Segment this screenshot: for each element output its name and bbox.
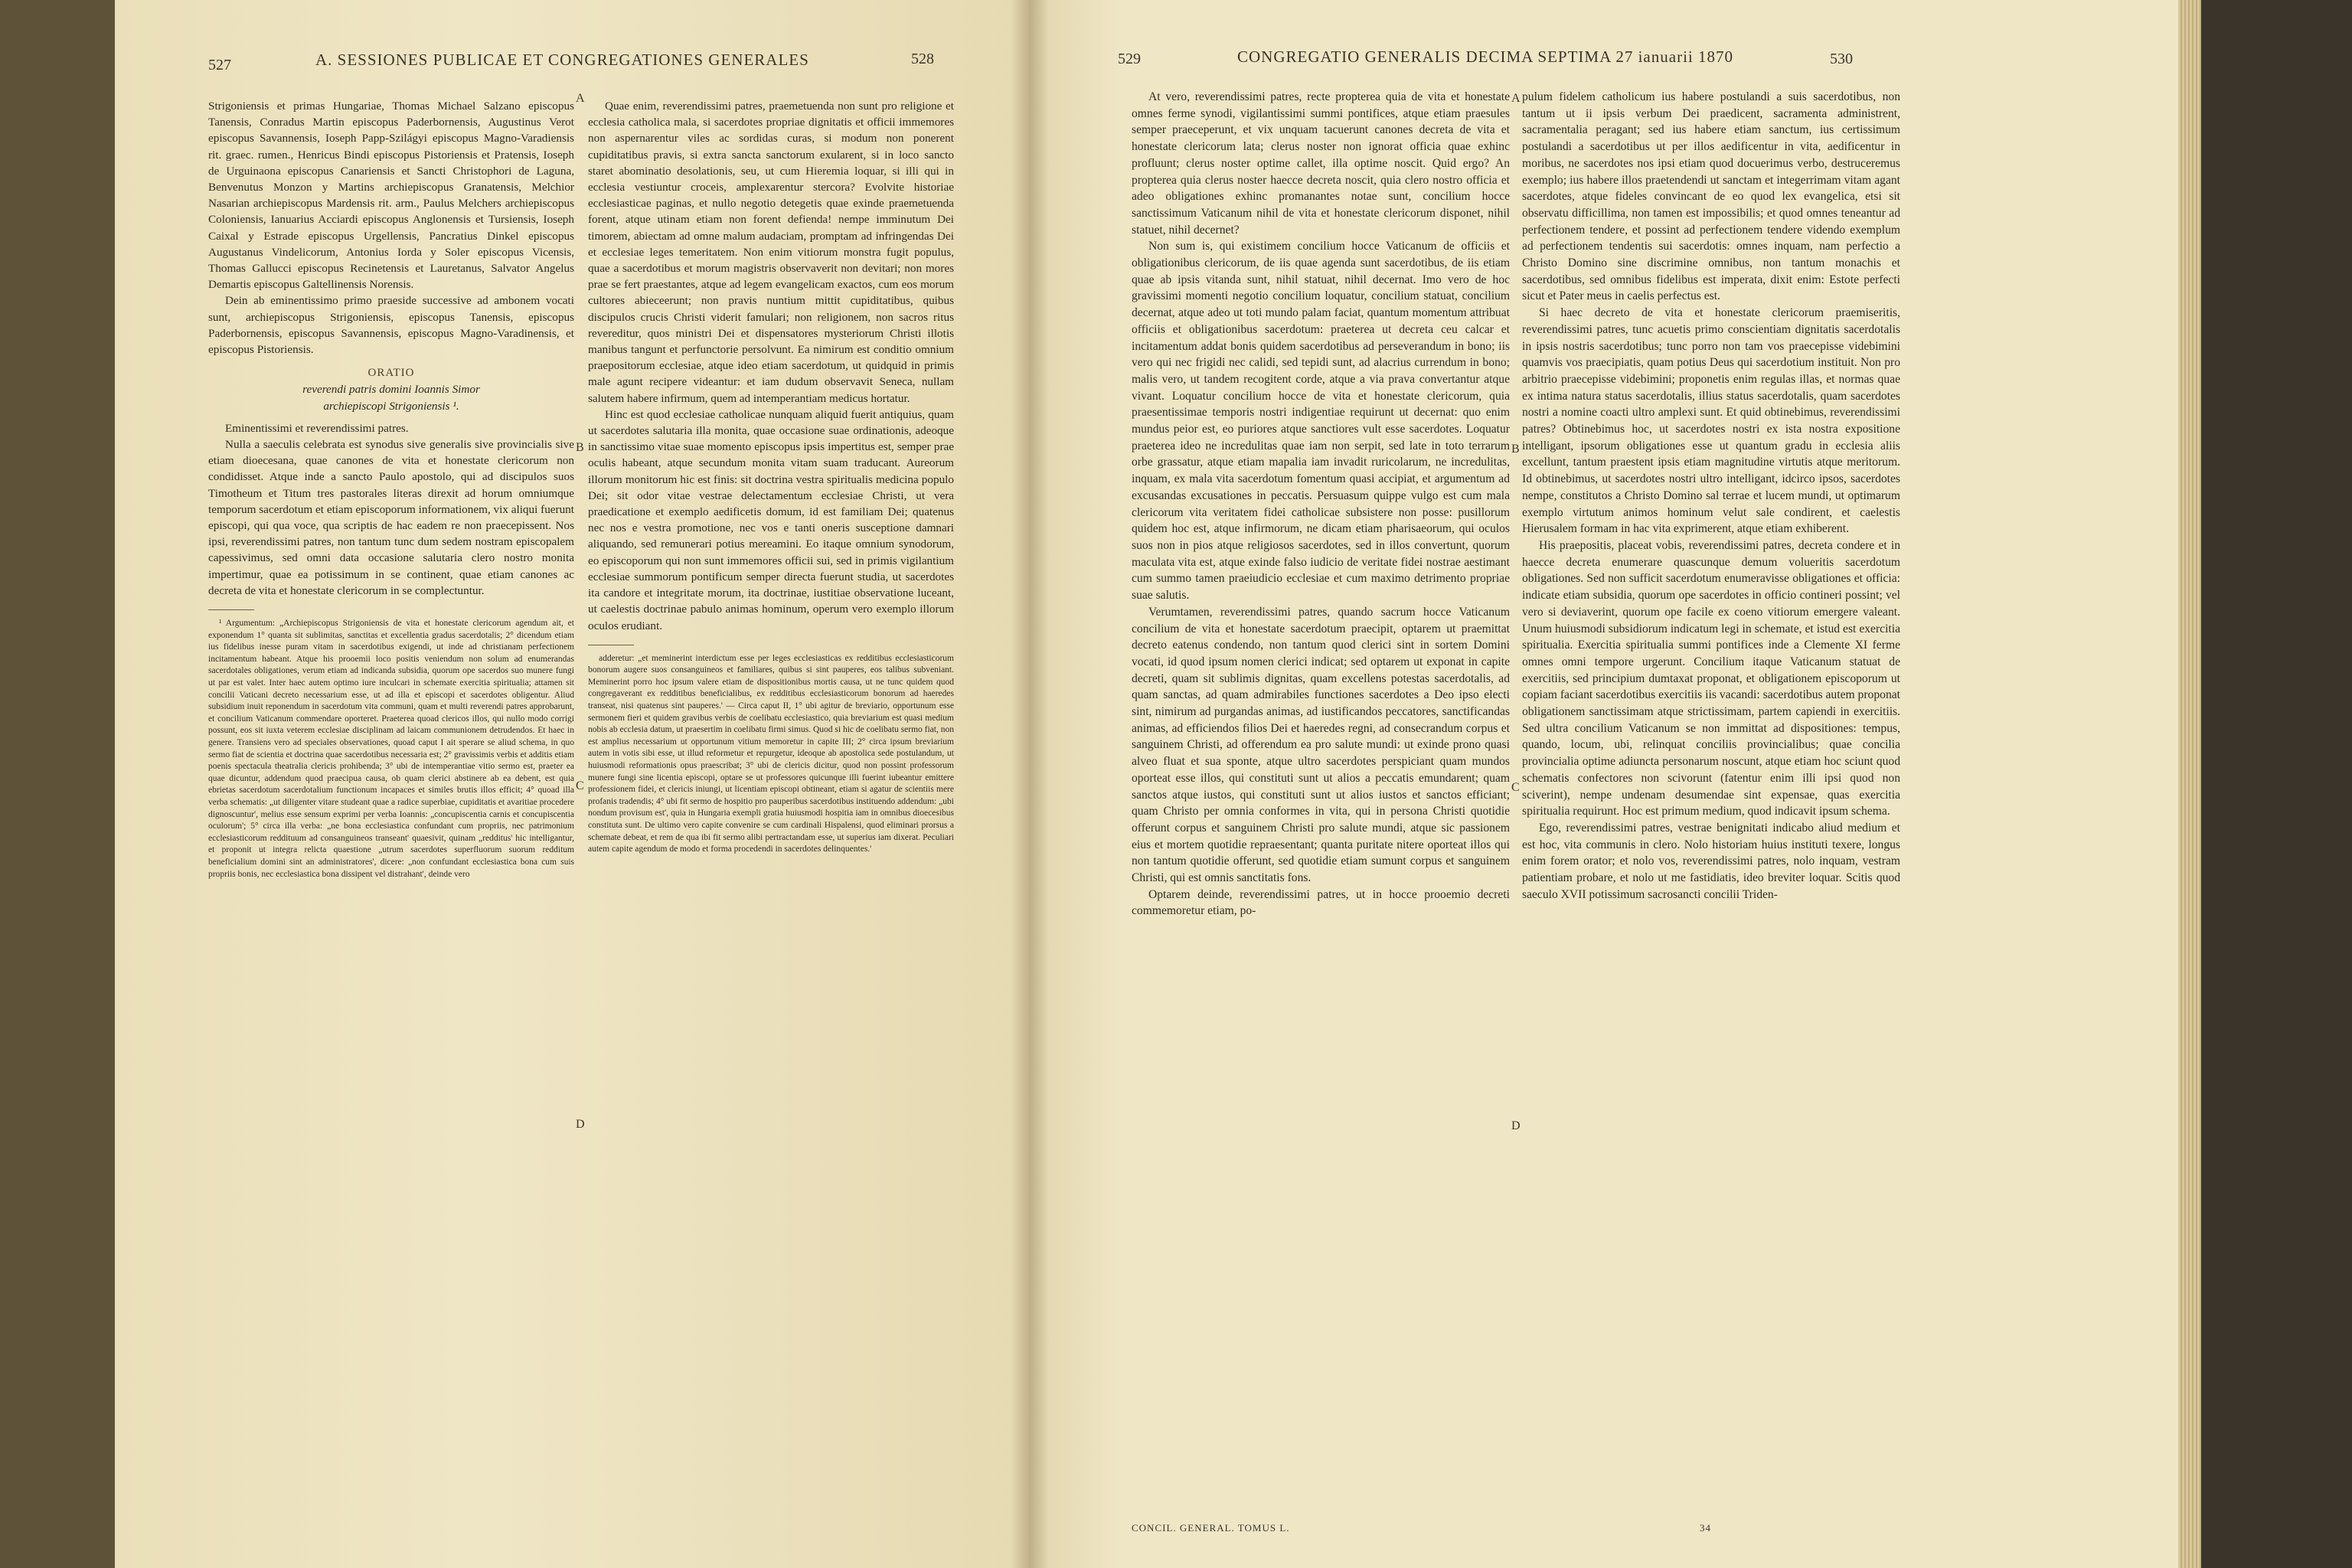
running-header-left: A. SESSIONES PUBLICAE ET CONGREGATIONES GENERALES (315, 51, 809, 69)
section-marker-d: D (576, 1118, 585, 1131)
background-dark (2201, 0, 2352, 1568)
running-header-right: CONGREGATIO GENERALIS DECIMA SEPTIMA 27 ianuarii 1870 (1237, 47, 1733, 66)
section-marker-c: C (576, 779, 584, 792)
footnote-text: ¹ Argumentum: „Archiepiscopus Strigoniensis de vita et honestate clericorum agendum ait, et exponendum 1° quanta sit sublimitas, sanctitas et excellentia gradus sacerdotalis; 2° dicendum etiam ius fidelibus inesse puram vitam in sacerdotibus exigendi, ut inde ad christianam perfectionem incitamentum habeant. Atque his prooemii loco positis veniendum non solum ad enumerandas sacerdotales obligationes, verum etiam ad indicanda subsidia, quorum ope sacerdos suo munere fungi ut par est valet. Inter haec autem optimo iure inculcari in schemate exercitia spiritualia; attamen sit concilii Vaticani decreto necessarium esse, ut ad illa et episcopi et sacerdotes obligentur. Aliud subsidium inuit reponendum in sacerdotum vita communi, quam et multi reverendi patres approbarunt, et concilium Vaticanum commendare oporteret. Praeterea quoad clericos illos, qui nullo modo corrigi possunt, eos sit iuxta veterem ecclesiae disciplinam ad laicam communionem detrudendos. Et haec in genere. Transiens vero ad speciales observationes, quoad caput I ait sperare se aliud schema, in quo sermo fiat de scientia et doctrina quae sacerdotibus necessaria est; 2° gravissimis verbis et additis etiam poenis spectacula theatralia clericis prohibenda; 3° ubi de intemperantiae vitio sermo est, praeter ea quae dicuntur, addendum quod praecipua causa, ob quam clerici abstinere ab ea debent, est quia ebrietas sacerdotum sacerdotalium functionum incapaces et similes brutis illos efficit; 4° quoad illa verba schematis: „ut diligenter vitare studeant quae a radice superbiae, cupiditatis et avaritiae procedere dignoscuntur', melius esse sensum exprimi per verba Ioannis: „concupiscentia carnis et concupiscentia oculorum'; 5° circa illa verba: „ne bona ecclesiastica confundant cum propriis, nec patrimonium ecclesiasticorum reddituum ad consanguineos transeant' quaesivit, quinam „redditus' hic intelligantur, et proponit ut integra relicta quaestione „utrum sacerdotes superfluorum suorum redditum beneficialium domini sint an administratores', dicere: „non confundant ecclesiastica bona cum suis propriis bonis, nec ecclesiastica bona dissipent vel distrahant', deinde vero (208, 619, 574, 879)
section-marker-b: B (576, 441, 584, 454)
section-marker-d: D (1511, 1119, 1521, 1132)
book-cover-left (0, 0, 115, 1568)
left-column-2 (588, 98, 954, 856)
oratio-paragraph-3: Hinc est quod ecclesiae catholicae nunquam aliquid fuerit antiquius, quam ut sacerdotes salutaria illa monita, quae occasione suae ordinationis, adeoque in sanctissimo vitae suae momento episcopus ipsis impertitus est, semper prae oculis habeant, atque secundum monita vitam suam traducant. Aureorum illorum monitorum hic est finis: sit doctrina vestra spiritualis medicina populo Dei; sit odor vitae vestrae delectamentum ecclesiae Christi, ut vera praedicatione et exemplo aedificetis domum, id est familiam Dei; quatenus nec nos e vestra promotione, nec vos e tanti oneris susceptione damnari aliquando, sed remunerari potius mereamini. Eo itaque omnium synodorum, eo episcoporum qui non sunt immemores officii sui, sed in primis vigilantium ecclesiae summorum pontificum semper directa fuerunt studia, ut sacerdotes ita candore et integritate morum, ita doctrinae, iustitiae observatione luceant, ut caelestis doctrinae pabulo animas hominum, operum vero exemplo illorum oculos erudiant. (588, 407, 954, 632)
speech-paragraph-5: Non sum is, qui existimem concilium hocce Vaticanum de officiis et obligationibus clericorum, de iis quae agenda sunt sacerdotibus, de iis etiam quae ab ipsis vitanda sunt, nihil statuat, nihil decernat. Imo vero de hoc gravissimi momenti negotio concilium loquatur, concilium statuat, concilium decernat, atque adeo ut toti mundo palam faciat, quantum momentum attribuat officiis et obligationibus sacerdotum: praeterea ut decreta ceu calcar et incitamentum addat bonis quidem sacerdotibus ad perseverandum in bono; iis vero qui nec frigidi nec calidi, sed tepidi sunt, ad alacrius currendum in bono; malis vero, ut tandem recogitent corde, atque a via prava convertantur atque vivant. Loquatur concilium hocce de vita et honestate clericorum, quia praesentissimae temporis nostri indigentiae requirunt ut decernat: quo enim mundus peior est, eo puriores atque sanctiores vult esse sacerdotes. Loquatur praeterea ideo ne incredulitas quae iam non serpit, sed late in toto terrarum orbe grassatur, atque etiam mapalia iam invadit ruricolarum, ne incredulitas, inquam, ex mala vita sacerdotum fomentum quasi accipiat, et argumentum ad excusandas excusationes in peccatis. Persuasum quippe vulgo est cum mala clericorum vita veritatem fidei catholicae subsistere non posse: pusillorum quidem hoc est, atque infirmorum, ne dicam etiam pharisaeorum, qui oculos suos non in pios atque religiosos sacerdotes, sed in illos convertunt, quorum maculata vita est, atque exinde falso iudicio de veritate fidei nostrae aestimant cum summo tamen praeiudicio ecclesiae et cum maximo detrimento propriae suae salutis. (1132, 240, 1510, 603)
speech-paragraph-4: At vero, reverendissimi patres, recte propterea quia de vita et honestate omnes ferme synodi, vigilantissimi summi pontifices, atque etiam praesules semper praeceperunt, et vix unquam tacuerunt canones decreta de vita et honestate clericorum lata; clerus noster non ignorat officia quae exhinc profluunt; clerus noster optime callet, illa optime noscit. Quid ergo? An propterea quia clerus noster haecce decreta noscit, quia clero nostro officia et adeo obligationes exhinc promanantes notae sunt, concilium hocce sanctissimum Vaticanum nihil de vita et honestate clericorum disponet, nihil statuet, nihil decernet? (1132, 90, 1510, 237)
footnote-left-col2 (588, 653, 954, 856)
section-marker-a: A (576, 92, 585, 105)
attendance-paragraph: Strigoniensis et primas Hungariae, Thomas Michael Salzano episcopus Tanensis, Conradus Martin episcopus Paderbornensis, Augustinus Verot episcopus Savannensis, Ioseph Papp-Szilágyi episcopus Magno-Varadiensis rit. graec. rumen., Henricus Bindi episcopus Pistoriensis et Pratensis, Ioseph de Urguinaona episcopus Canariensis et Sancti Christophori de Laguna, Benvenutus Monzon y Martins archiepiscopus Granatensis, Melchior Nasarian archiepiscopus Mardensis rit. arm., Paulus Melchers archiepiscopus Coloniensis, Ianuarius Acciardi episcopus Anglonensis et Tursiensis, Ioseph Caixal y Estrade episcopus Urgellensis, Pancratius Dinkel episcopus Augustanus Vindelicorum, Antonius Iorda y Soler episcopus Vicensis, Thomas Gallucci episcopus Recinetensis et Lauretanus, Salvator Angelus Demartis episcopus Galtellinensis Norensis. (208, 100, 574, 292)
oratio-paragraph-2: Quae enim, reverendissimi patres, praemetuenda non sunt pro religione et ecclesia catholica mala, si sacerdotes propriae dignitatis et officii immemores non aspernarentur viles ac sordidas curas, si modum non ponerent cupiditatibus pravis, si extra sancta sanctorum exularent, si in loco sancto staret abominatio desolationis, seu, ut cum Hieremia loquar, si illi qui in ecclesia vestiuntur croceis, amplexarentur stercora? Evolvite historiae ecclesiasticae paginas, et nullo negotio detegetis quae exinde praemetuenda forent, atque utinam etiam non forent defienda! nempe imminutum Dei timorem, abiectam ad omne malum audaciam, promptam ad infringendas Dei et ecclesiae leges temeritatem. Non enim vitiorum monstra fugit populus, quae a sacerdotibus et morum magistris observaverit non devitari; non mores prae se fert praestantes, atque ad legem evangelicam exactos, cum eos morum cultores abieceerunt; non pravis nuntium mittit cupiditatibus, quibus discipulos crucis Christi viderit famulari; non religionem, non sacros ritus revereditur, quos ministri Dei et dispensatores mysteriorum Christi illotis manibus tangunt et perfunctorie persolvunt. Ea nimirum est conditio omnium praepositorum ecclesiae, atque ideo etiam sacerdotum, ut quidquid in primis male agunt recipere videantur: et iam dudum observavit Seneca, nullam salutem habere infirmum, quem ad intemperantiam medicus hortatur. (588, 100, 954, 405)
right-column-1 (1132, 89, 1510, 920)
right-column-2 (1522, 89, 1900, 903)
oratio-paragraph-1: Nulla a saeculis celebrata est synodus sive generalis sive provincialis sive etiam dioecesana, quae canones de vita et honestate clericorum non condidisset. Atque inde a sancto Paulo apostolo, qui ad discipulos suos Timotheum et Titum tres pastorales literas direxit ad horum omniumque temporum sacerdotum et etiam episcoporum informationem, vix aliqui fuerunt episcopi, qui qua voce, qua scriptis de hac eadem re non praecepissent. Nos ipsi, reverendissimi patres, non tantum tunc dum sedem nostram episcopalem capessivimus, sed omni data occasione salutaria clero nostro monita impertimur, quae ea potissimum in se continent, quae etiam canones ac decreta de vita et honestate clericorum in se complectuntur. (208, 438, 574, 597)
footnote-left-col1 (208, 618, 574, 880)
oratio-salutation: Eminentissimi et reverendissimi patres. (225, 421, 409, 435)
page-number-527: 527 (208, 57, 231, 74)
speech-paragraph-6: Verumtamen, reverendissimi patres, quando sacrum hocce Vaticanum concilium de vita et honestate sacerdotum praecipit, optarem ut praemittat decreto eatenus condendo, non tantum quod clerici sint in sortem Domini vocati, id quod ipsum nomen clerici indicat; sed optarem ut exponat in capite decreti, quam sit sublimis dignitas, quam excellens potestas sacerdotalis, ad quam sanctas, ad quam admirabiles functiones sacerdotes a Deo ipso electi sint, nimirum ad purgandas animas, ad iustificandos peccatores, sanctificandas animas, ad efficiendos filios Dei et haeredes regni, ad consecrandum corpus et sanguinem Christi, ad offerendum ea pro salute mundi: ut exinde prono quasi alveo fluat et sua sponte, atque ultro sacerdotes perspiciant quam mundos oporteat esse illos, qui constituti sunt ut alios a peccatis emundarent; quam sanctos atque iustos, qui constituti sunt ut alios iustos et sanctos efficiant; quam Christo per omnia conformes in vita, qui in persona Christi quotidie offerunt corpus et sanguinem Christi pro salute mundi, atque sic passionem eius et mortem quotidie repraesentant; quanta puritate nitere oporteat illos qui non tantum quotidie offerunt, sed quotidie etiam sumunt corpus et sanguinem Christi, qui est omnis sanctitatis fons. (1132, 605, 1510, 885)
left-column-1 (208, 98, 574, 880)
footnote-text: adderetur: „et meminerint interdictum esse per leges ecclesiasticas ex redditibus ecclesiasticorum bonorum augere suos consanguineos et familiares, quibus si sint pauperes, eos talibus subveniant. Meminerint porro hoc ipsum valere etiam de dispositionibus mortis causa, ut ne tunc quidem quod congregaverant ex redditibus beneficialibus, ex redditibus ecclesiasticorum bonorum ad haeredes transeat, nisi quatenus sint pauperes.' — Circa caput II, 1° ubi agitur de breviario, opportunum esse sermonem fieri et quidem gravibus verbis de coelibatu ecclesiastico, quia breviarium est quasi medium nobis ab ecclesia datum, ut praesertim in coelibatu firmi simus. Quod si hic de coelibatu sermo fiat, non est amplius necessarium ut opportunum vitium memoretur in capite III; 2° circa ipsum breviarium autem in votis sibi esse, ut illud reformetur et repurgetur, ideoque ab apostolica sede postulandum, ut huiusmodi reformationis opus praescribat; 3° ubi de clericis dicitur, quod non possint professorum munere fungi sine licentia episcopi, optare se ut professores quicunque illi fuerint iubeantur emittere professionem fidei, et clericis iniungi, ut licentiam episcopi obtineant, etiam si agatur de scientiis mere profanis tradendis; 4° ubi fit sermo de hospitio pro pauperibus sacerdotibus instituendo addendum: „ubi nondum provisum est', quia in Hungaria exempli gratia huiusmodi hospitia iam in omnibus dioecesibus constituta sunt. De ultimo vero capite convenire se cum cardinali Hispalensi, quod eliminari prorsus a schemate debeat, et rem de qua ibi fit sermo alibi pertractandam esse, ut superius iam dixerat. Peculiari autem capite agendum de modo et forma procedendi in sacerdotes delinquentes.' (588, 653, 954, 854)
speech-paragraph-10: Ego, reverendissimi patres, vestrae benignitati indicabo aliud medium et est hoc, vita communis in clero. Nolo historiam huius instituti texere, longus enim forem orator; et nolo vos, reverendissimi patres, nolo inquam, vestram patientiam probare, et nolo ut me fastidiatis, ideo breviter loquar. Scitis quod saeculo XVII potissimum sacrosancti concilii Triden- (1522, 821, 1900, 901)
signature-number: 34 (1700, 1522, 1711, 1534)
speech-paragraph-7: Optarem deinde, reverendissimi patres, ut in hocce prooemio decreti commemoretur etiam, po- (1132, 887, 1510, 918)
page-edges (2178, 0, 2201, 1568)
signature-footer: CONCIL. GENERAL. TOMUS L. (1132, 1522, 1290, 1534)
speech-paragraph-9: His praepositis, placeat vobis, reverendissimi patres, decreta condere et in haecce decreta enumerare quascunque demum volueritis sacerdotum obligationes. Sed non sufficit sacerdotum enumeravisse obligationes et officia: indicate etiam subsidia, quorum ope sacerdotes in officio contineri possint; vel vero si deviaverint, quorum ope facile ex coeno vitiorum emergere valeant. Unum huiusmodi subsidiorum indicatum legi in schemate, et istud est exercitia spiritualia. Exercitia spiritualia summi pontifices inde a Clemente XI ferme omnes omni tempore urgerunt. Concilium itaque Vaticanum statuat de exercitiis, sed principium dumtaxat proponat, et obligationem episcoporum ut copiam faciant sacerdotibus exercitiis iis vacandi: sacerdotibus autem proponat obligationem sanctissimam atque strictissimam, partem capiendi in exercitiis. Sed ultra concilium Vaticanum se non immittat ad dispositiones: tempus, quando, locum, ubi, relinquat conciliis provincialibus; quae concilia provincialia optime adiuncta personarum noscunt, atque etiam hoc sciunt quod schematis confectores non scivorunt (fatentur enim illi ipsi quod non sciverint), nempe undenam desumendae sint expensae, quas exercitia spiritualia requirunt. Hoc est primum medium, quod indicavit ipsum schema. (1522, 538, 1900, 818)
oratio-subtitle-1: reverendi patris domini Ioannis Simor (302, 383, 480, 397)
ambo-paragraph: Dein ab eminentissimo primo praeside successive ad ambonem vocati sunt, archiepiscopus Strigoniensis, episcopus Tanensis, episcopus Paderbornensis, episcopus Savannensis, episcopus Magno-Varadinensis, et episcopus Pistoriensis. (208, 294, 574, 357)
section-marker-b: B (1511, 443, 1520, 456)
speech-paragraph-8: Si haec decreto de vita et honestate clericorum praemiseritis, reverendissimi patres, tunc acuetis primo conscientiam dignitatis sacerdotalis in ipsis nostris sacerdotibus; tunc porro non tam vos praecepisse videbimini quamvis vos praecipiatis, quam potius Deus qui sacerdotium instituit. Non pro arbitrio praecepisse videbimini; proponetis enim regulas illas, et normas quae ex intima natura status sacerdotalis, illius status sacerdotalis, quam sacerdotes nostri a nomine coacti ultro amplexi sunt. Et quid obtinebimus, reverendissimi patres? Obtinebimus hoc, ut sacerdotes nostri ex ista nostra expositione intelligant, ipsorum obligationes esse ut quantum gradu in ecclesia aliis excellunt, tantum praestent ipsis etiam magnitudine virtutis atque meritorum. Id obtinebimus, ut sacerdotes nostri ultro intelligant, idcirco ipsos, sacerdotes nempe, constitutos a Christo Domino sal terrae et lucem mundi, ut optimarum exemplo virtutum animos hominum velut sale condirent, et caelestis Hierusalem formam in hac vita exprimerent, atque etiam exhiberent. (1522, 306, 1900, 536)
oratio-subtitle-2: archiepiscopi Strigoniensis ¹. (323, 399, 459, 413)
oratio-title: ORATIO (368, 367, 415, 380)
footnote-rule (208, 609, 254, 610)
section-marker-c: C (1511, 781, 1520, 794)
speech-paragraph-continued: pulum fidelem catholicum ius habere postulandi a suis sacerdotibus, non tantum ut ii ipsis verbum Dei praedicent, sacramenta administrent, sacramentalia peragant; sed ius habere etiam sanctum, ius certissimum postulandi a sacerdotibus ut per illos aedificentur in vita, aedificentur in moribus, ne sacerdotes nos ipsi etiam quod docuerimus verbo, destruceremus exemplo; ius habere illos praetendendi ut sanctam et integerrimam vitam agant sacerdotes, atque fideles convincant de eo quod lex evangelica, etsi sit observatu difficillima, non tamen est impossibilis; et quod omnes teneantur ad perfectionem tendere, et possint ad perfectionem tendere videndo exemplum ad perfectionem tendentis sui sacerdotis: omnes inquam, nam perfectio a Christo Domino sine discrimine omnibus, non tantum monachis et sacerdotibus, sed omnibus fidelibus est imperata, dixit enim: Estote perfecti sicut et Pater meus in caelis perfectus est. (1522, 90, 1900, 303)
book-gutter (1011, 0, 1049, 1568)
page-number-529: 529 (1118, 51, 1141, 67)
page-number-528: 528 (911, 51, 934, 67)
page-number-530: 530 (1830, 51, 1853, 67)
section-marker-a: A (1511, 92, 1521, 105)
